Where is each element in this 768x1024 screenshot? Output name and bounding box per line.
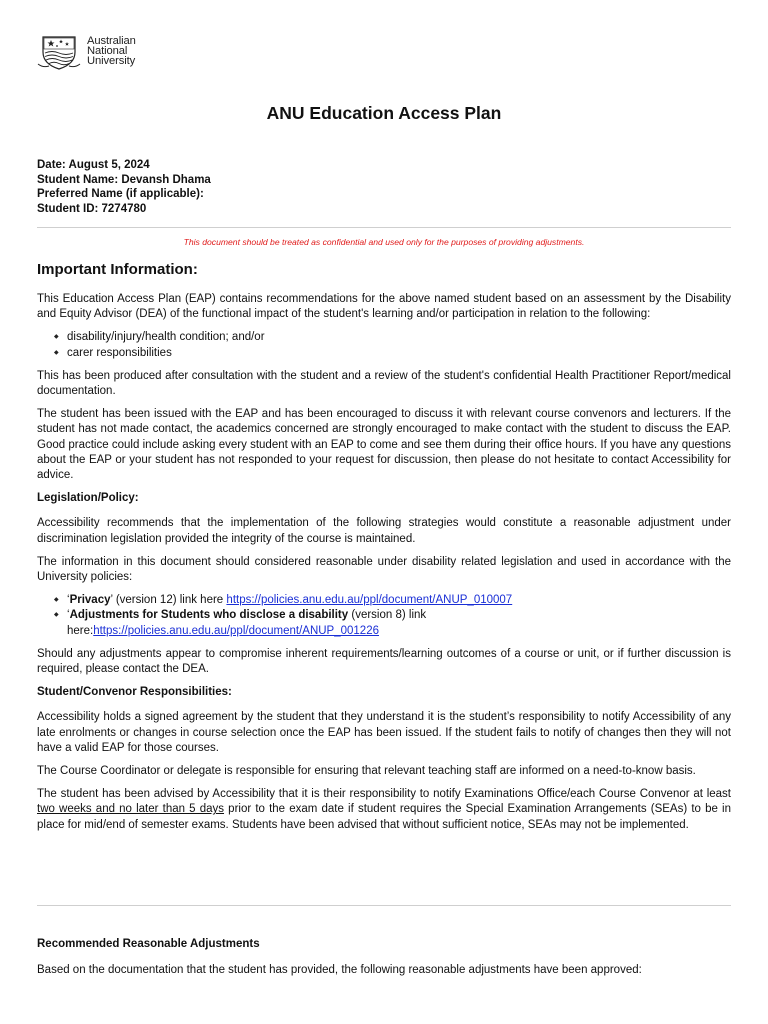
legislation-para-1: Accessibility recommends that the implementation of the following strategies would constitute a reasonable adjustment under discrimination legislation provided the integrity of the course is maintained. (37, 517, 731, 545)
quote-mark: ‘ (67, 594, 70, 607)
confidential-notice: This document should be treated as confidential and used only for the purposes of providing adjustments. (183, 237, 585, 247)
list-item: ◆ carer responsibilities (67, 346, 731, 361)
org-line-2: National (87, 45, 128, 58)
preferred-name-line: Preferred Name (if applicable): (37, 188, 204, 201)
legislation-heading: Legislation/Policy: (37, 492, 139, 505)
anu-crest-icon (37, 34, 81, 70)
recommended-heading: Recommended Reasonable Adjustments (37, 938, 260, 950)
student-id-line: Student ID: 7274780 (37, 203, 147, 216)
policy-item-adjustments (67, 608, 731, 638)
para-text: prior to the exam date if student requires the Special Examination Arrangements (SEAs) to be in place for mid/end of semester exams. Students have been advised that without sufficient notice, SEAs may not be implemented. (37, 803, 731, 831)
quote-mark: ‘ (67, 609, 70, 622)
org-name (87, 36, 136, 67)
legislation-para-3: Should any adjustments appear to compromise inherent requirements/learning outcomes of a course or unit, or if further discussion is required, please contact the DEA. (37, 647, 731, 676)
org-line-1: Australian (87, 35, 136, 47)
important-intro: This Education Access Plan (EAP) contains recommendations for the above named student based on an assessment by the Disability and Equity Advisor (DEA) of the functional impact of the student's learning and/or participation in relation to the following: (37, 293, 731, 321)
responsibilities-para-3 (37, 787, 731, 833)
divider-top (37, 227, 731, 228)
main-content (37, 260, 731, 841)
important-para-3: The student has been issued with the EAP and has been encouraged to discuss it with relevant course convenors and lecturers. If the student has not made contact, the academics concerned are strongly encouraged to make contact with the student to discuss the EAP. Good practice could include asking every student with an EAP to come and see them during their office hours. If you have any questions about the EAP or your student has not responded to your request for discussion, then please do not hesitate to contact Accessibility for advice. (37, 408, 731, 482)
adjustments-policy-link[interactable]: https://policies.anu.edu.au/ppl/document/ANUP_001226 (93, 624, 379, 637)
divider-bottom (37, 905, 731, 906)
policy-name: Adjustments for Students who disclose a disability (69, 609, 349, 622)
student-name-line: Student Name: Devansh Dhama (37, 173, 211, 186)
condition-list (37, 330, 731, 360)
policy-version: ’ (version 12) link here (110, 594, 224, 607)
para-text: The student has been advised by Accessibility that it is their responsibility to notify Examinations Office/each Course Convenor at least (37, 788, 731, 801)
policy-item-privacy (67, 593, 731, 608)
recommended-section (37, 937, 731, 986)
student-details (37, 158, 211, 217)
document-title: ANU Education Access Plan (266, 103, 502, 123)
list-item: ◆ disability/injury/health condition; and/or (67, 330, 731, 345)
responsibilities-para-2: The Course Coordinator or delegate is responsible for ensuring that relevant teaching staff are informed on a need-to-know basis. (37, 765, 696, 778)
policy-list (37, 593, 731, 639)
legislation-para-2: The information in this document should considered reasonable under disability related legislation and used in accordance with the University policies: (37, 555, 731, 584)
anu-logo (37, 34, 136, 72)
privacy-policy-link[interactable]: https://policies.anu.edu.au/ppl/document/ANUP_010007 (226, 594, 513, 607)
recommended-intro: Based on the documentation that the student has provided, the following reasonable adjustments have been approved: (37, 964, 642, 977)
responsibilities-heading: Student/Convenor Responsibilities: (37, 686, 232, 699)
org-line-3: University (87, 55, 136, 68)
policy-version: (version 8) link here: (67, 609, 427, 637)
responsibilities-para-1: Accessibility holds a signed agreement by the student that they understand it is the student’s responsibility to notify Accessibility of any late enrolments or changes in course selection once the EAP has been issued. If the student fails to notify of changes then they will not have a valid EAP for those courses. (37, 711, 731, 754)
date-line: Date: August 5, 2024 (37, 159, 150, 171)
policy-name: Privacy (69, 594, 111, 607)
important-para-2: This has been produced after consultation with the student and a review of the student's confidential Health Practitioner Report/medical documentation. (37, 369, 731, 398)
important-heading: Important Information: (37, 261, 198, 278)
notice-period: two weeks and no later than 5 days (37, 803, 225, 816)
